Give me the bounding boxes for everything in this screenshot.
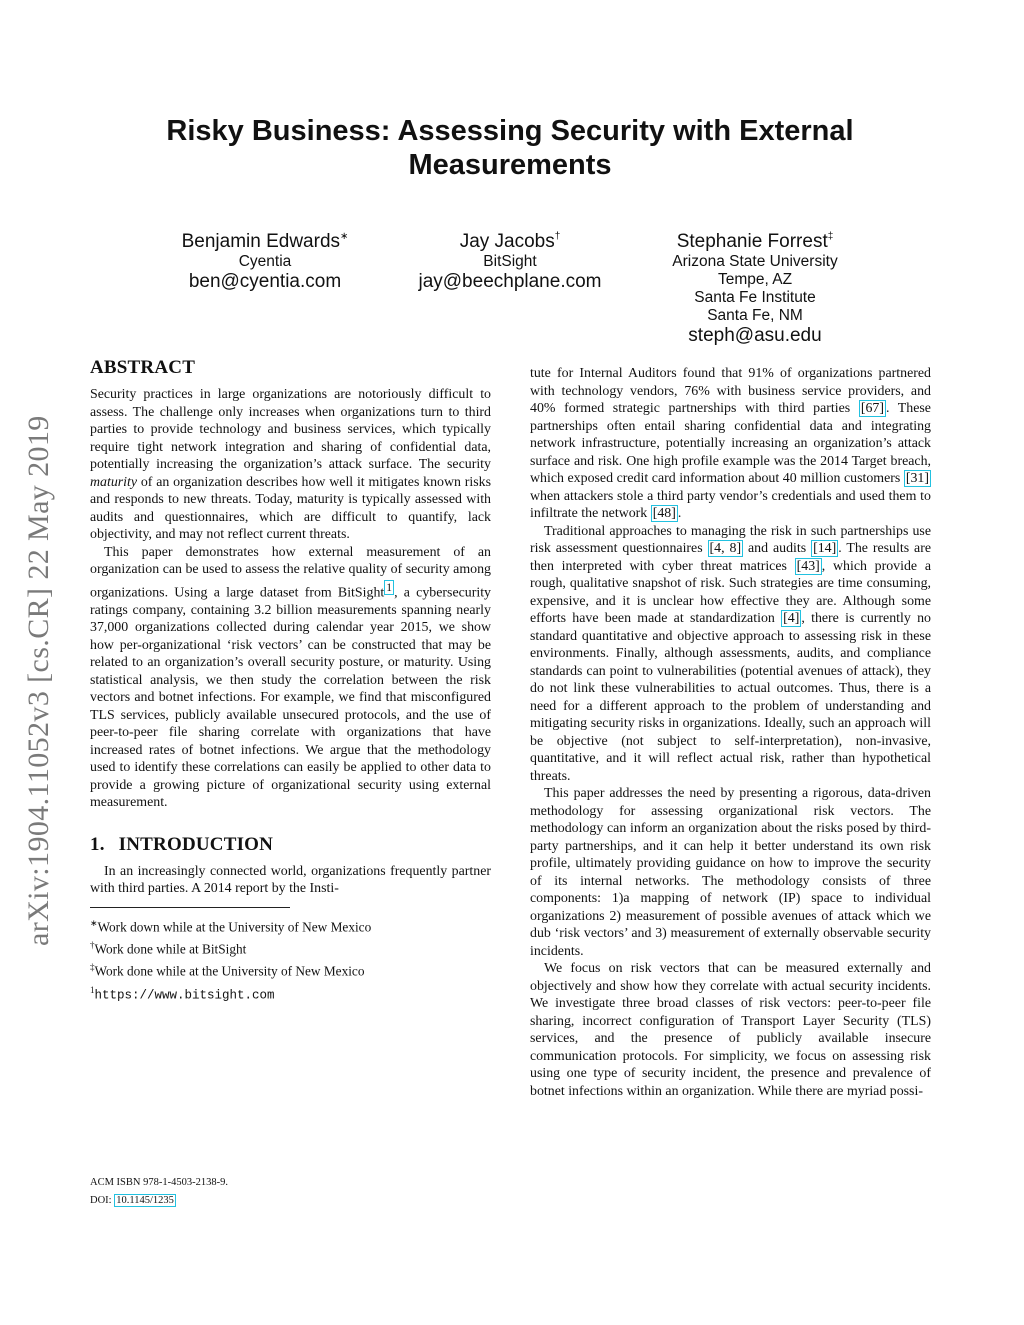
- author-affiliation: Tempe, AZ: [717, 271, 793, 288]
- citation-link[interactable]: [31]: [905, 471, 929, 486]
- author-email: steph@asu.edu: [688, 325, 822, 346]
- right-column: [530, 365, 931, 1100]
- abstract-paragraph-1: Security practices in large organizations are notoriously difficult to assess. The challenge only increases when organizations turn to third parties to provide technology and business services, which typically require tight network integration and sharing of confidential data, potentially increasing the organization’s attack surface. The security maturity of an organization describes how well it mitigates known risks and responds to new threats. Today, maturity is typically assessed with audits and questionnaires, which are difficult to quantify, lack objectivity, and may not reflect current threats.: [90, 387, 491, 542]
- citation-link[interactable]: [48]: [652, 506, 676, 521]
- author-affiliation: Cyentia: [238, 253, 292, 270]
- footnote: ∗Work down while at the University of New Mexico: [90, 917, 372, 935]
- paper-title: Risky Business: Assessing Security with External Measurements: [166, 115, 854, 181]
- intro-paragraph-4: We focus on risk vectors that can be measured externally and objectively and show how they correlate with actual security incidents. We investigate three broad classes of risk vectors: peer-to-peer file sharing, incorrect configuration of Transport Layer Security (TLS) services, and the presence of publicly available insecure communication protocols. For simplicity, we focus on assessing risk using one type of security incident, the presence and prevalence of botnet infections within an organization. While there are myriad possi-: [530, 961, 931, 1099]
- author-block-3: [650, 226, 860, 347]
- left-column: [90, 357, 491, 1004]
- citation-link[interactable]: [14]: [813, 541, 837, 556]
- footnote-link[interactable]: 1: [386, 580, 393, 594]
- footnote: †Work done while at BitSight: [90, 940, 247, 957]
- acm-doi: DOI: 10.1145/1235: [90, 1195, 174, 1206]
- author-affiliation: Arizona State University: [672, 253, 838, 270]
- abstract-paragraph-2: This paper demonstrates how external measurement of an organization can be used to assess the relative quality of security among organizations. Using a large dataset from BitSight $^1$ , a cybersecurity ratings company, containing 3.2 billion measurements spanning nearly 37,000 organizations collected during calendar year 2015, we show how per-organizational ‘risk vectors’ can be constructed that may be related to an organization’s overall security posture, or maturity. Using statistical analysis, we then study the correlation between the risk vectors and botnet infections. For example, we find that misconfigured TLS services, publicly available unsecured protocols, and the use of peer-to-peer file sharing correlate with organizations that have increased rates of botnet infections. We argue that the methodology used to identify these correlations can easily be applied to other data to provide a growing picture of organizational security using external measurement.: [90, 544, 492, 811]
- acm-info: [90, 1174, 228, 1210]
- author-block-1: [170, 226, 360, 293]
- citation-link[interactable]: [43]: [796, 558, 820, 574]
- author-affiliation: BitSight: [483, 253, 537, 270]
- acm-isbn: ACM ISBN 978-1-4503-2138-9.: [90, 1177, 228, 1188]
- footnote: ‡Work done while at the University of New Mexico: [90, 962, 365, 979]
- author-name: Jay Jacobs†: [459, 231, 561, 252]
- citation-link[interactable]: [67]: [860, 401, 884, 416]
- citation-link[interactable]: [4, 8]: [709, 541, 742, 556]
- author-email: ben@cyentia.com: [188, 271, 342, 292]
- footnote: $^1$https://www.bitsight.com: [90, 984, 275, 1003]
- author-affiliation: Santa Fe Institute: [694, 289, 816, 306]
- author-block-2: [405, 226, 615, 293]
- abstract-heading: ABSTRACT: [90, 357, 196, 378]
- intro-paragraph-2: Traditional approaches to managing the risk in such partnerships use risk assessment questionnaires [4, 8] and audits [14] . The results are then interpreted with cyber threat matrices [43] , which provide a rough, qualitative snapshot of risk. Such strategies are time consuming, expensive, and it is unclear how effective they are. Although some efforts have been made at standardization [4] , there is currently no standard quantitative and objective approach to assessing risk in these environments. Finally, although assessments, audits, and compliance standards can point to vulnerabilities (potential avenues of attack), they do not link these vulnerabilities to actual outcomes. Thus, there is a need for a different approach to the problem of understanding and mitigating security risks in organizations. Ideally, such an approach will be objective (not subject to self-interpretation), non-invasive, quantitative, and it will reflect actual risk, rather than hypothetical threats.: [530, 523, 931, 784]
- intro-paragraph-1-cont: tute for Internal Auditors found that 91% of organizations partnered with technology vendors, 76% with business service providers, and 40% formed strategic partnerships with third parties [67] . These partnerships often entail sharing confidential data and integrating network infrastructure, potentially increasing an organization’s attack surface and risk. One high profile example was the 2014 Target breach, which exposed credit card information about 40 million customers [31] when attackers stole a third party vendor’s credentials and used them to infiltrate the network [48] .: [530, 366, 931, 521]
- arxiv-identifier: arXiv:1904.11052v3 [cs.CR] 22 May 2019: [22, 415, 55, 946]
- intro-paragraph-3: This paper addresses the need by presenting a rigorous, data-driven methodology for assessing organizational risk vectors. The methodology can inform an organization about the risks posed by third-party partnerships, and it can help it better understand its own risk profile, ultimately providing guidance on how to improve the security of its internal networks. The methodology consists of three components: 1)a mapping of network (IP) space to individual organizations 2) measurement of possible avenues of attack which we dub ‘risk vectors’ and 3) measurement of externally observable security incidents.: [530, 786, 931, 959]
- footnote-divider: [90, 907, 290, 908]
- introduction-heading: 1. INTRODUCTION: [90, 833, 274, 855]
- citation-link[interactable]: [4]: [783, 611, 800, 626]
- author-email: jay@beechplane.com: [418, 271, 602, 292]
- author-affiliation: Santa Fe, NM: [707, 307, 803, 324]
- footnote-url[interactable]: https://www.bitsight.com: [94, 988, 275, 1003]
- author-name: Stephanie Forrest‡: [676, 231, 834, 252]
- author-name: Benjamin Edwards∗: [181, 231, 349, 252]
- doi-link[interactable]: 10.1145/1235: [116, 1195, 174, 1206]
- intro-paragraph-1-start: In an increasingly connected world, organizations frequently partner with third parties. A 2014 report by the Insti-: [90, 863, 491, 897]
